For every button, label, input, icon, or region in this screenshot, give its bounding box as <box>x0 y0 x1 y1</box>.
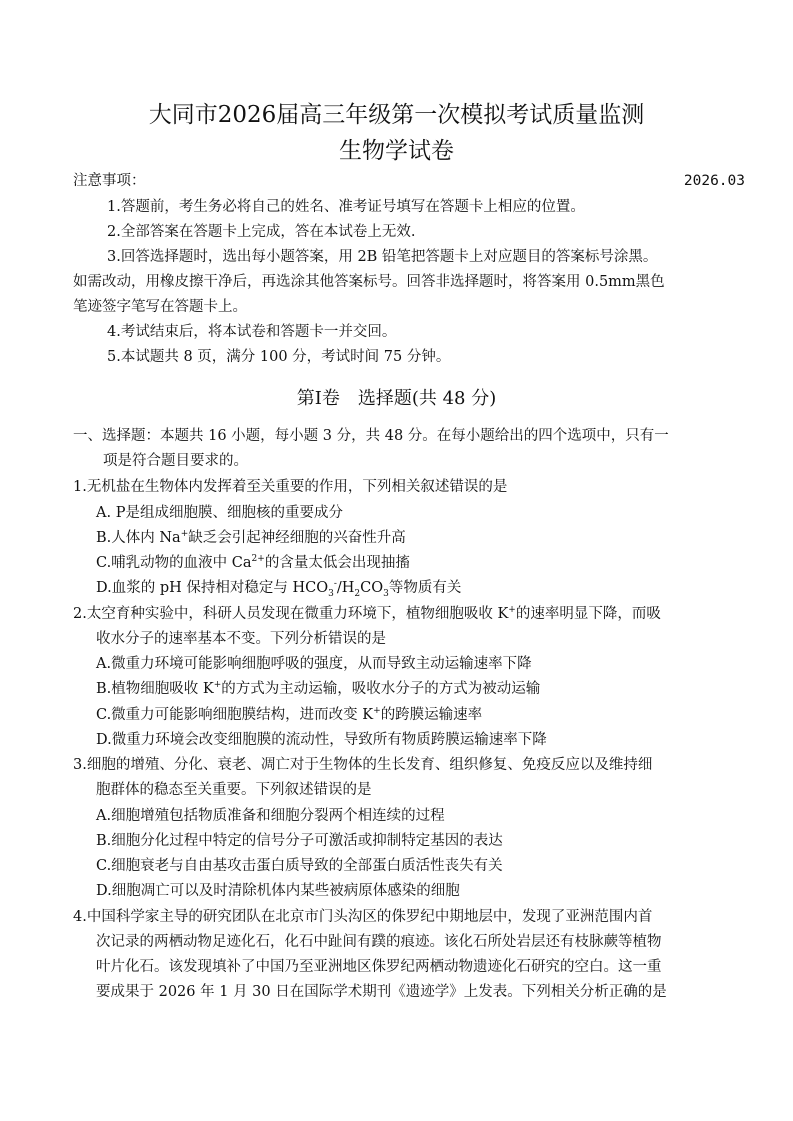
option-c: C.哺乳动物的血液中 $Ca^{2+}$的含量太低会出现抽搐 <box>96 554 410 571</box>
notice-item: 5.本试题共 8 页，满分 100 分，考试时间 75 分钟。 <box>107 349 451 365</box>
option-d: D.微重力环境会改变细胞膜的流动性，导致所有物质跨膜运输速率下降 <box>96 732 547 748</box>
option-b: B.植物细胞吸收 K+的方式为主动运输，吸收水分子的方式为被动运输 <box>96 680 541 697</box>
section-title: 第Ⅰ卷 选择题(共 48 分) <box>296 388 497 409</box>
notice-label: 注意事项： <box>73 173 146 189</box>
question-stem: 2.太空育种实验中，科研人员发现在微重力环境下，植物细胞吸收 K+的速率明显下降，而吸 <box>73 605 661 622</box>
option-a: A. P是组成细胞膜、细胞核的重要成分 <box>96 505 343 521</box>
question-stem-continued: 要成果于 2026 年 1 月 30 日在国际学术期刊《遗迹学》上发表。下列相关分析正确的是 <box>96 984 667 1000</box>
question-stem-continued: 胞群体的稳态至关重要。下列叙述错误的是 <box>96 782 372 798</box>
notice-item: 3.回答选择题时，选出每小题答案，用 2B 铅笔把答题卡上对应题目的答案标号涂黑。 <box>107 249 658 265</box>
section-instruction: 一、选择题：本题共 16 小题，每小题 3 分，共 48 分。在每小题给出的四个选项中，只有一 <box>73 428 669 444</box>
notice-item: 2.全部答案在答题卡上完成，答在本试卷上无效. <box>107 224 416 240</box>
option-b: B.细胞分化过程中特定的信号分子可激活或抑制特定基因的表达 <box>96 833 503 849</box>
option-a: A.微重力环境可能影响细胞呼吸的强度，从而导致主动运输速率下降 <box>96 656 532 672</box>
question-stem: 4.中国科学家主导的研究团队在北京市门头沟区的侏罗纪中期地层中，发现了亚洲范围内首 <box>73 909 653 925</box>
option-d: D.血浆的 pH 保持相对稳定与 $HCO_3^-/H_2CO_3$等物质有关 <box>96 579 462 599</box>
question-stem-continued: 收水分子的速率基本不变。下列分析错误的是 <box>96 631 386 647</box>
exam-date: 2026.03 <box>683 173 745 189</box>
section-instruction-continued: 项是符合题目要求的。 <box>103 453 248 469</box>
question-stem: 1.无机盐在生物体内发挥着至关重要的作用，下列相关叙述错误的是 <box>73 479 508 495</box>
exam-title: 大同市2026届高三年级第一次模拟考试质量监测 <box>148 102 645 128</box>
question-stem: 3.细胞的增殖、分化、衰老、凋亡对于生物体的生长发育、组织修复、免疫反应以及维持细 <box>73 757 653 773</box>
notice-item: 1.答题前，考生务必将自己的姓名、准考证号填写在答题卡上相应的位置。 <box>107 199 585 215</box>
notice-item-continued: 笔迹签字笔写在答题卡上。 <box>73 299 247 315</box>
option-d: D.细胞凋亡可以及时清除机体内某些被病原体感染的细胞 <box>96 883 460 899</box>
option-a: A.细胞增殖包括物质准备和细胞分裂两个相连续的过程 <box>96 808 445 824</box>
option-c: C.微重力可能影响细胞膜结构，进而改变 K+的跨膜运输速率 <box>96 706 483 723</box>
option-b: B.人体内 Na+缺乏会引起神经细胞的兴奋性升高 <box>96 529 406 546</box>
question-stem-continued: 叶片化石。该发现填补了中国乃至亚洲地区侏罗纪两栖动物遗迹化石研究的空白。这一重 <box>96 959 662 975</box>
subject-title: 生物学试卷 <box>339 138 454 164</box>
notice-item-continued: 如需改动，用橡皮擦干净后，再选涂其他答案标号。回答非选择题时，将答案用 0.5mm黑色 <box>73 274 665 290</box>
option-c: C.细胞衰老与自由基攻击蛋白质导致的全部蛋白质活性丧失有关 <box>96 858 503 874</box>
question-stem-continued: 次记录的两栖动物足迹化石，化石中趾间有蹼的痕迹。该化石所处岩层还有枝脉蕨等植物 <box>96 934 662 950</box>
notice-item: 4.考试结束后，将本试卷和答题卡一并交回。 <box>107 324 397 340</box>
